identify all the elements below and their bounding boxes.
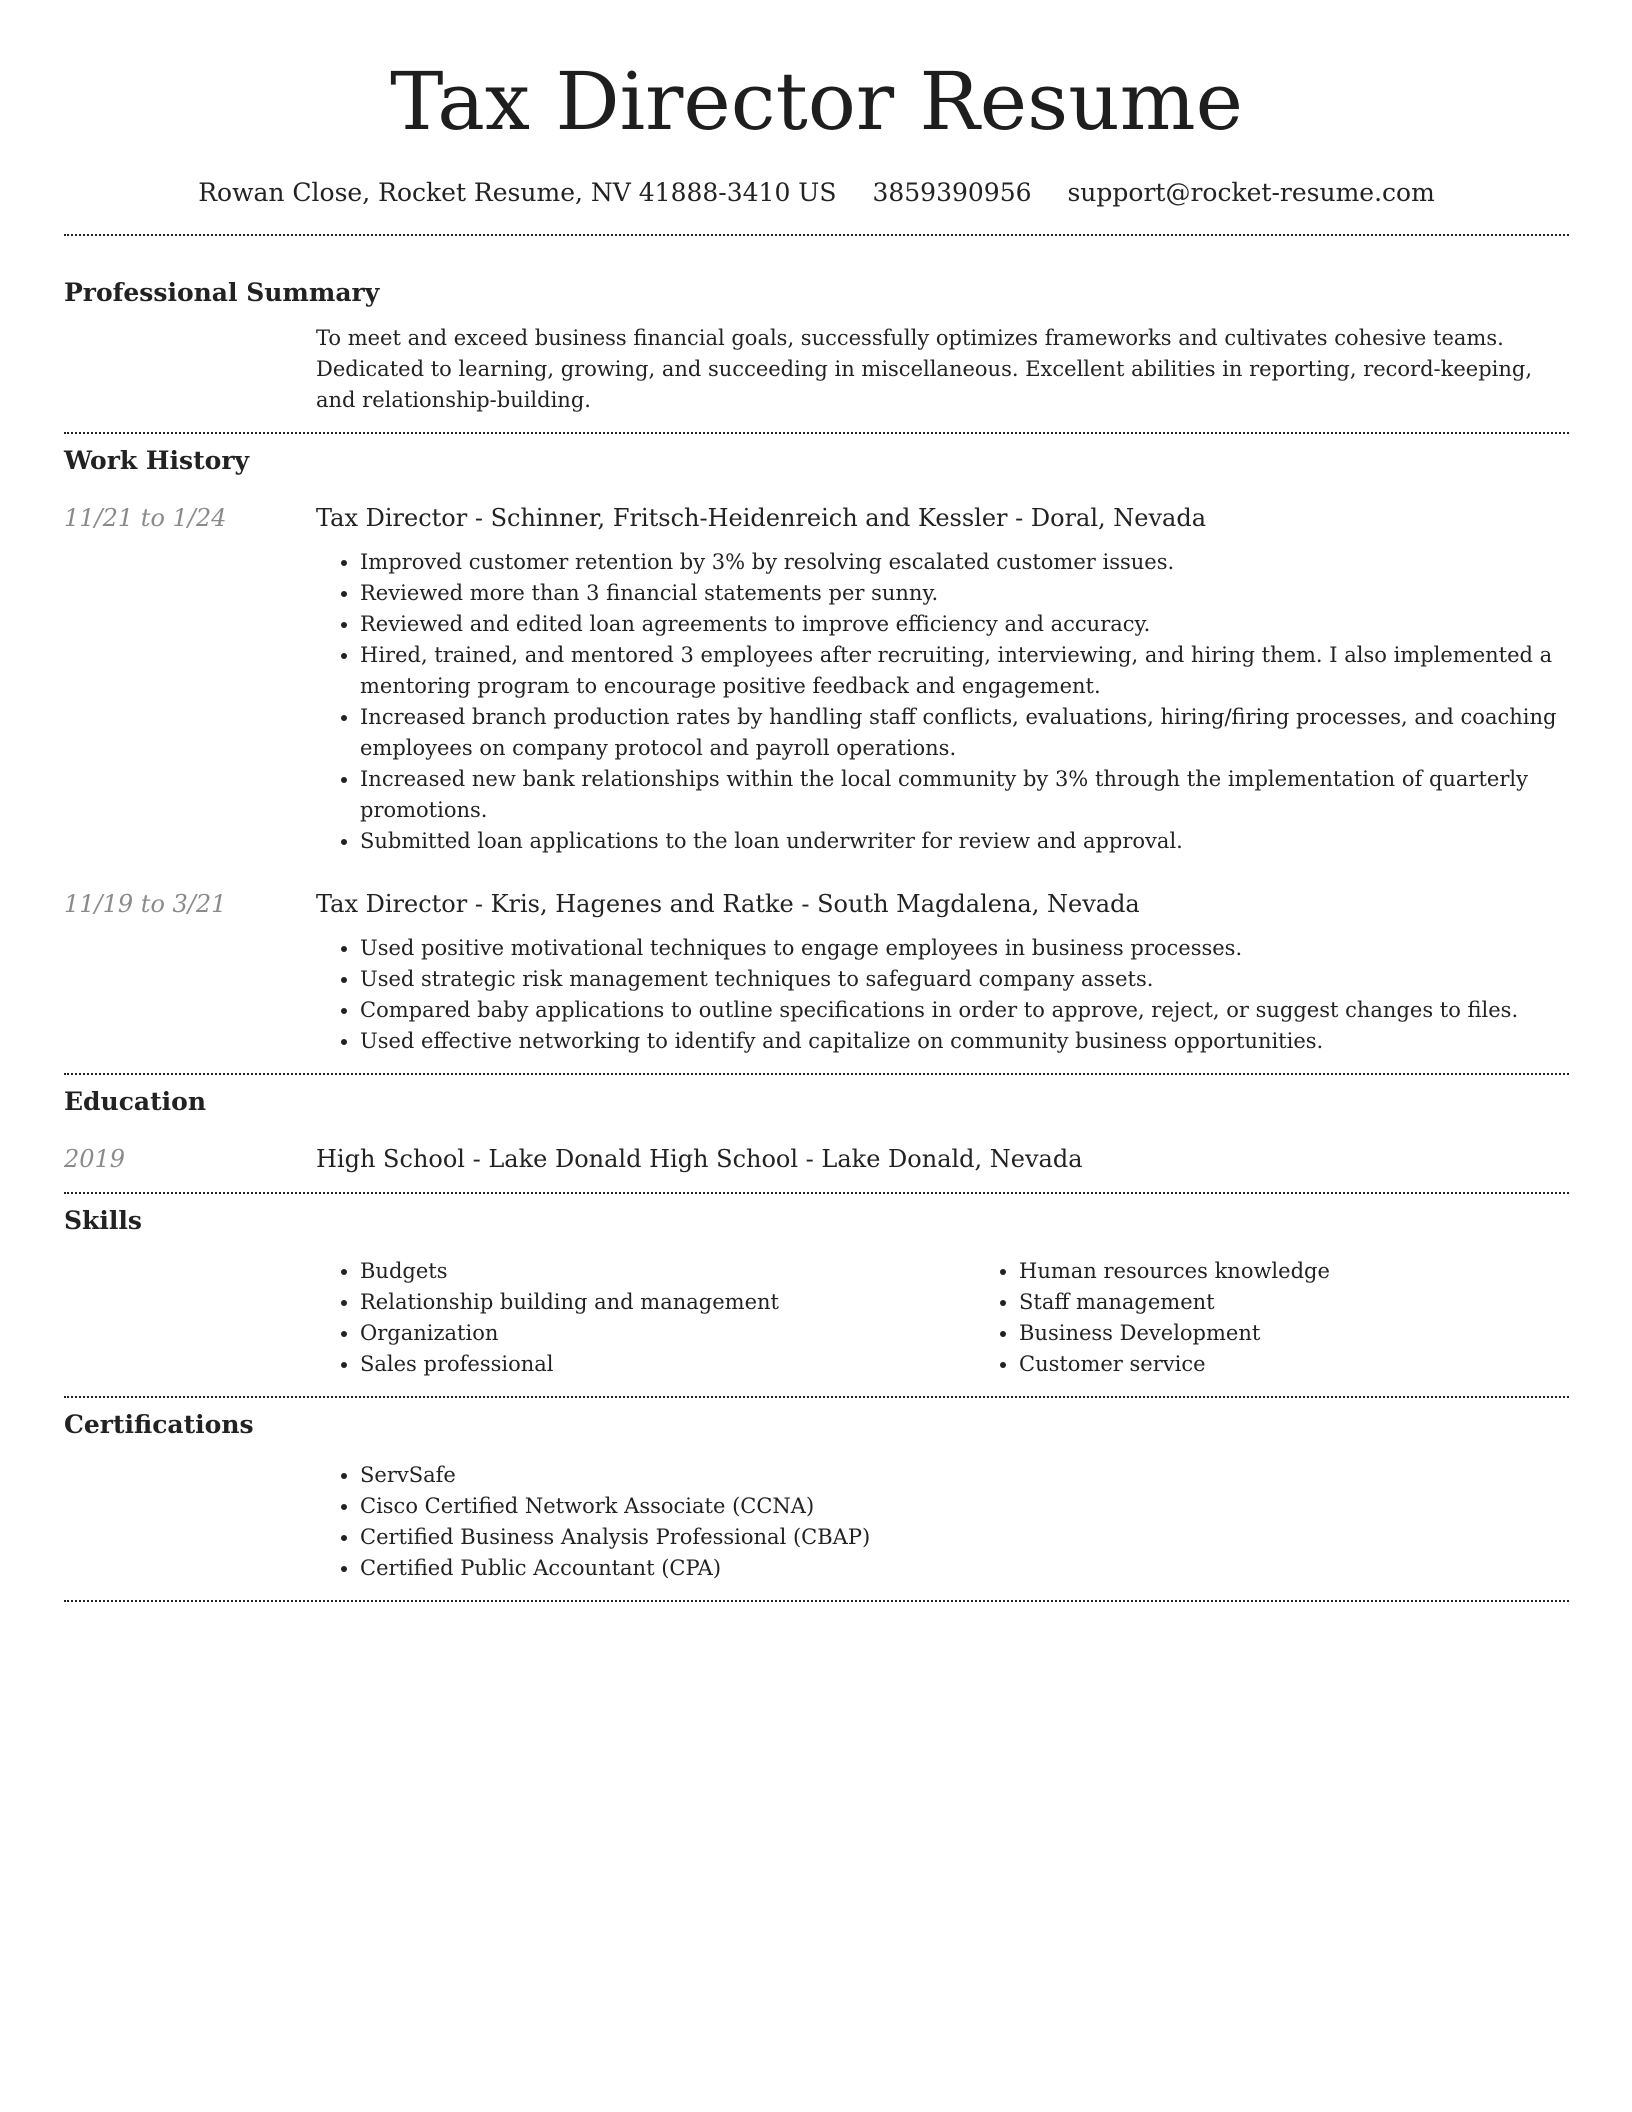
job-entry xyxy=(64,887,1569,1057)
section-heading: Work History xyxy=(64,446,250,475)
section-heading: Professional Summary xyxy=(64,278,380,307)
job-entry xyxy=(64,501,1569,857)
contact-phone: 3859390956 xyxy=(872,178,1032,207)
certification-item: • Cisco Certified Network Associate (CCNA) xyxy=(360,1491,1569,1522)
job-duties xyxy=(316,547,1569,857)
divider xyxy=(64,1192,1569,1194)
section-heading: Certifications xyxy=(64,1410,254,1439)
skill-item: • Budgets xyxy=(360,1256,975,1287)
section-heading: Education xyxy=(64,1087,207,1116)
list-item: • Reviewed more than 3 financial statements per sunny. xyxy=(360,578,1569,609)
list-item: • Compared baby applications to outline specifications in order to approve, reject, or suggest changes to files. xyxy=(360,995,1569,1026)
divider xyxy=(64,1073,1569,1075)
skill-item: • Sales professional xyxy=(360,1349,975,1380)
certification-item: • ServSafe xyxy=(360,1460,1569,1491)
divider xyxy=(64,1600,1569,1602)
contact-email: support@rocket-resume.com xyxy=(1067,178,1435,207)
list-item: • Reviewed and edited loan agreements to improve efficiency and accuracy. xyxy=(360,609,1569,640)
resume-page xyxy=(64,0,1569,1602)
skills-list-left xyxy=(316,1256,975,1380)
divider xyxy=(64,234,1569,236)
summary-text: To meet and exceed business financial goals, successfully optimizes frameworks and cultivates cohesive teams. Dedicated to learning, growing, and succeeding in miscellaneous. Excellent abilities in reporting, record-keeping, and relationship-building. xyxy=(316,326,1533,412)
skills-grid xyxy=(316,1256,1632,1380)
list-item: • Improved customer retention by 3% by resolving escalated customer issues. xyxy=(360,547,1569,578)
skill-item: • Staff management xyxy=(1019,1287,1632,1318)
list-item: • Increased new bank relationships within the local community by 3% through the implementation of quarterly promotions. xyxy=(360,764,1569,826)
list-item: • Used strategic risk management techniques to safeguard company assets. xyxy=(360,964,1569,995)
certifications-section xyxy=(64,1408,1569,1584)
certification-item: • Certified Business Analysis Professional (CBAP) xyxy=(360,1522,1569,1553)
summary-section xyxy=(64,276,1569,416)
contact-address: Rowan Close, Rocket Resume, NV 41888-3410 US xyxy=(198,178,837,207)
contact-line xyxy=(64,176,1569,210)
list-item: • Used effective networking to identify and capitalize on community business opportunities. xyxy=(360,1026,1569,1057)
work-history-section xyxy=(64,444,1569,1057)
divider xyxy=(64,432,1569,434)
certifications-list xyxy=(316,1460,1569,1584)
divider xyxy=(64,1396,1569,1398)
education-entry xyxy=(64,1142,1569,1176)
resume-title: Tax Director Resume xyxy=(390,55,1243,148)
skill-item: • Business Development xyxy=(1019,1318,1632,1349)
job-title: Tax Director - Schinner, Fritsch-Heidenreich and Kessler - Doral, Nevada xyxy=(316,504,1207,532)
list-item: • Used positive motivational techniques to engage employees in business processes. xyxy=(360,933,1569,964)
skill-item: • Human resources knowledge xyxy=(1019,1256,1632,1287)
list-item: • Hired, trained, and mentored 3 employees after recruiting, interviewing, and hiring them. I also implemented a mentoring program to encourage positive feedback and engagement. xyxy=(360,640,1569,702)
education-school: High School - Lake Donald High School - Lake Donald, Nevada xyxy=(316,1145,1083,1173)
section-heading: Skills xyxy=(64,1206,142,1235)
job-dates: 11/19 to 3/21 xyxy=(64,890,227,918)
certification-item: • Certified Public Accountant (CPA) xyxy=(360,1553,1569,1584)
skills-section xyxy=(64,1204,1569,1380)
skills-list-right xyxy=(975,1256,1632,1380)
education-section xyxy=(64,1085,1569,1176)
job-title: Tax Director - Kris, Hagenes and Ratke - South Magdalena, Nevada xyxy=(316,890,1140,918)
list-item: • Increased branch production rates by handling staff conflicts, evaluations, hiring/firing processes, and coaching employees on company protocol and payroll operations. xyxy=(360,702,1569,764)
skill-item: • Relationship building and management xyxy=(360,1287,975,1318)
education-year: 2019 xyxy=(64,1145,126,1173)
skill-item: • Organization xyxy=(360,1318,975,1349)
list-item: • Submitted loan applications to the loan underwriter for review and approval. xyxy=(360,826,1569,857)
job-duties xyxy=(316,933,1569,1057)
skill-item: • Customer service xyxy=(1019,1349,1632,1380)
job-dates: 11/21 to 1/24 xyxy=(64,504,227,532)
